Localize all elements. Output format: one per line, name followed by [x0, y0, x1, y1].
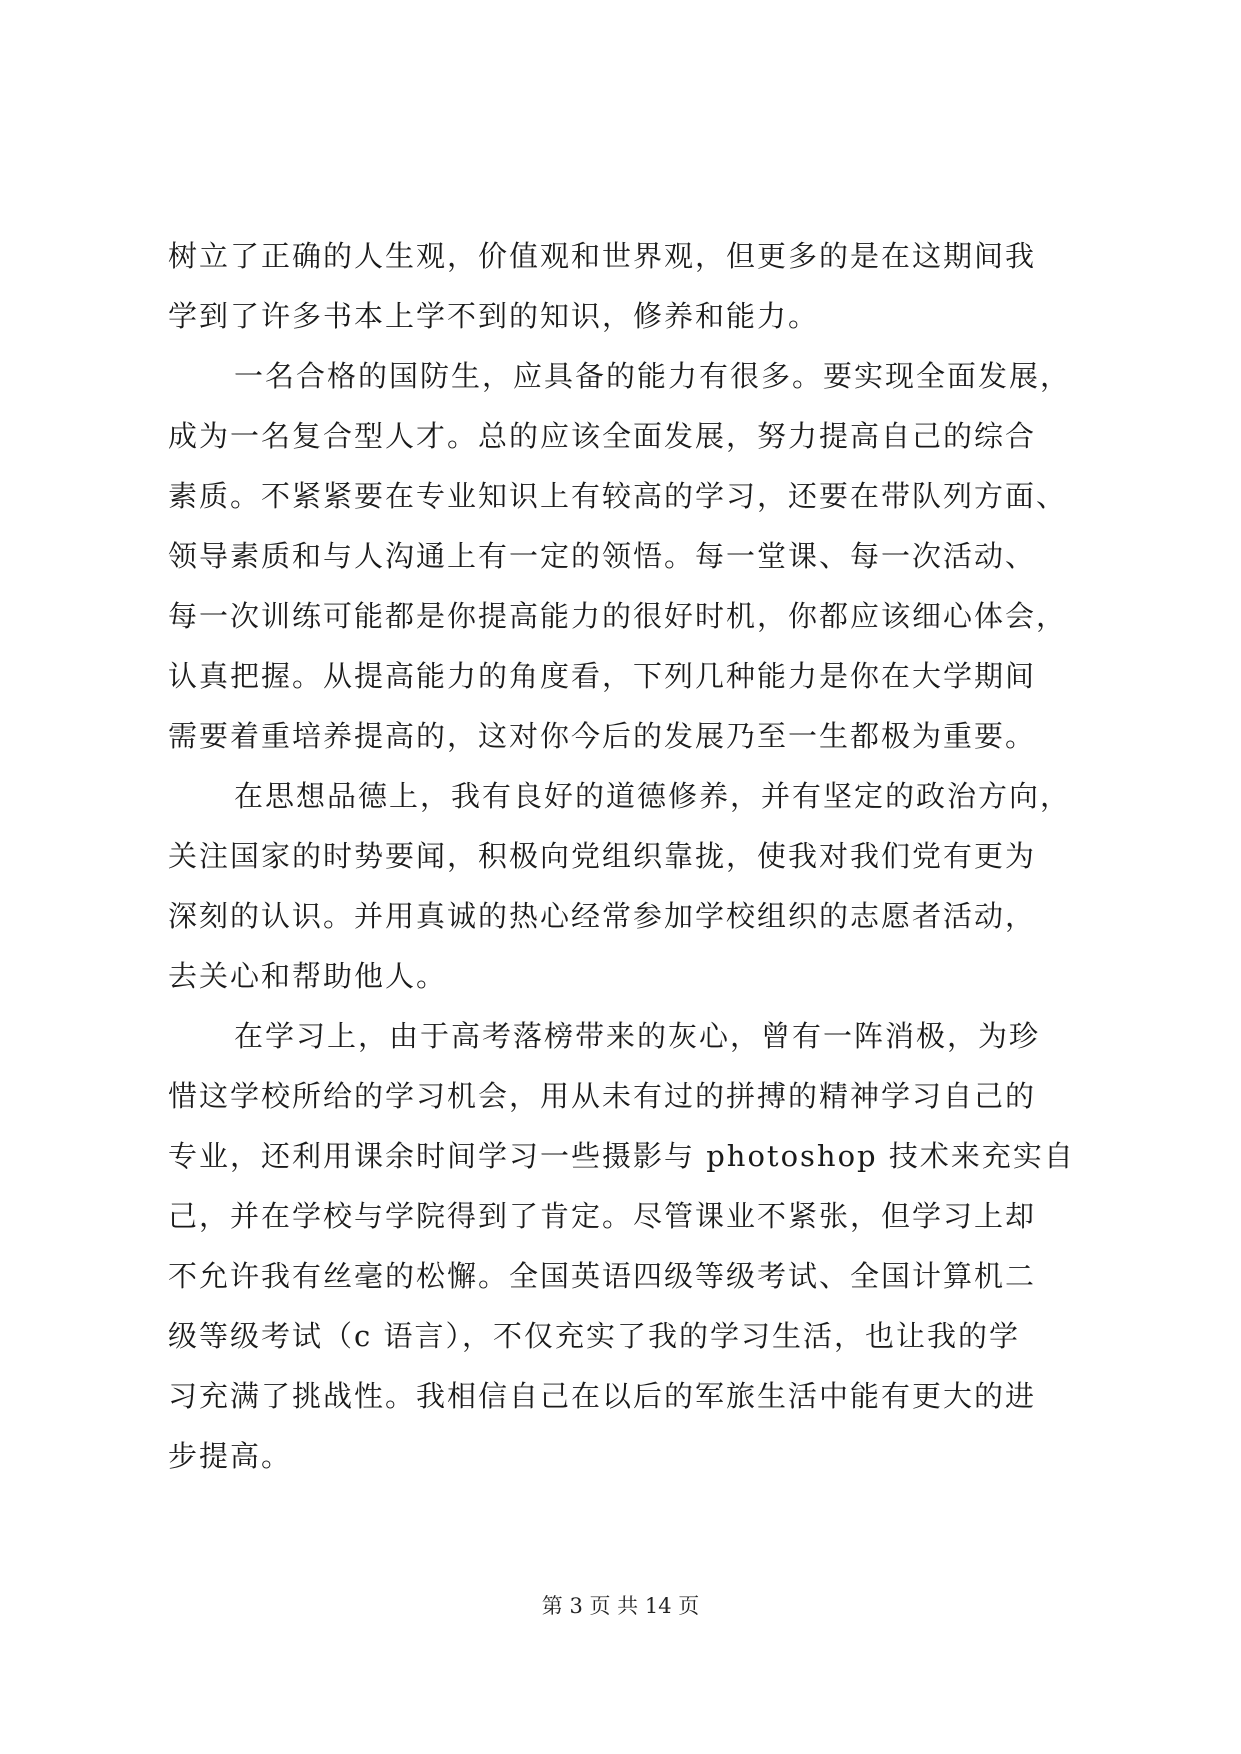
text-line: 需要着重培养提高的，这对你今后的发展乃至一生都极为重要。	[168, 719, 1037, 753]
text-line: 步提高。	[168, 1439, 293, 1473]
text-line: 领导素质和与人沟通上有一定的领悟。每一堂课、每一次活动、	[168, 539, 1037, 573]
text-line: 不允许我有丝毫的松懈。全国英语四级等级考试、全国计算机二	[168, 1259, 1037, 1293]
text-line: 专业，还利用课余时间学习一些摄影与 photoshop 技术来充实自	[168, 1139, 1075, 1173]
text-line: 成为一名复合型人才。总的应该全面发展，努力提高自己的综合	[168, 419, 1037, 453]
document-body	[168, 226, 1073, 1486]
text-line: 己，并在学校与学院得到了肯定。尽管课业不紧张，但学习上却	[168, 1199, 1037, 1233]
text-line: 认真把握。从提高能力的角度看，下列几种能力是你在大学期间	[168, 659, 1037, 693]
text-line: 级等级考试（c 语言），不仅充实了我的学习生活，也让我的学	[168, 1319, 1020, 1353]
text-line: 关注国家的时势要闻，积极向党组织靠拢，使我对我们党有更为	[168, 839, 1037, 873]
page-footer	[0, 1592, 1241, 1620]
text-line: 学到了许多书本上学不到的知识，修养和能力。	[168, 299, 820, 333]
text-line: 习充满了挑战性。我相信自己在以后的军旅生活中能有更大的进	[168, 1379, 1037, 1413]
text-line: 素质。不紧紧要在专业知识上有较高的学习，还要在带队列方面、	[168, 479, 1068, 513]
text-line: 一名合格的国防生，应具备的能力有很多。要实现全面发展，	[234, 359, 1072, 393]
text-line: 去关心和帮助他人。	[168, 959, 448, 993]
text-line: 在思想品德上，我有良好的道德修养，并有坚定的政治方向，	[234, 779, 1072, 813]
text-line: 在学习上，由于高考落榜带来的灰心，曾有一阵消极，为珍	[234, 1019, 1041, 1053]
text-line: 每一次训练可能都是你提高能力的很好时机，你都应该细心体会，	[168, 599, 1068, 633]
text-line: 惜这学校所给的学习机会，用从未有过的拼搏的精神学习自己的	[168, 1079, 1037, 1113]
text-line: 树立了正确的人生观，价值观和世界观，但更多的是在这期间我	[168, 239, 1037, 273]
page-number-label: 第 3 页 共 14 页	[541, 1594, 700, 1618]
text-line: 深刻的认识。并用真诚的热心经常参加学校组织的志愿者活动，	[168, 899, 1037, 933]
